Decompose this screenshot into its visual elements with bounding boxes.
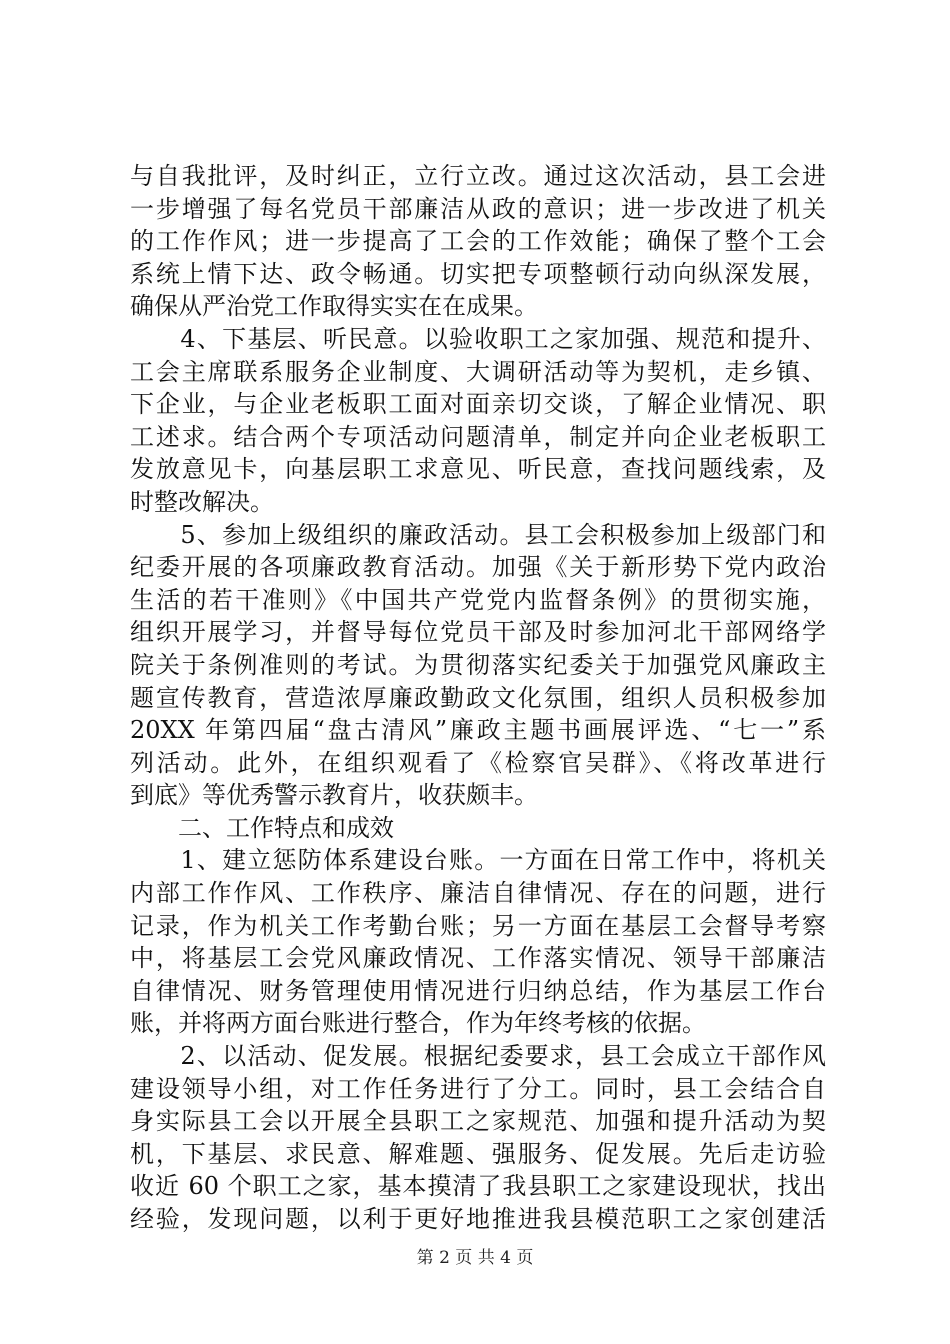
text-line: 账，并将两方面台账进行整合，作为年终考核的依据。 [130, 1009, 706, 1038]
text-line: 组织开展学习，并督导每位党员干部及时参加河北干部网络学 [130, 618, 826, 647]
text-line: 20XX 年第四届“盘古清风”廉政主题书画展评选、“七一”系 [130, 716, 826, 745]
text-line: 4、下基层、听民意。以验收职工之家加强、规范和提升、 [130, 324, 826, 353]
text-line: 发放意见卡，向基层职工求意见、听民意，查找问题线索，及 [130, 455, 826, 484]
text-line: 工述求。结合两个专项活动问题清单，制定并向企业老板职工 [130, 422, 826, 451]
text-line: 内部工作作风、工作秩序、廉洁自律情况、存在的问题，进行 [130, 879, 826, 908]
text-line: 收近 60 个职工之家，基本摸清了我县职工之家建设现状，找出 [130, 1172, 826, 1201]
text-line: 建设领导小组，对工作任务进行了分工。同时，县工会结合自 [130, 1074, 826, 1103]
section-heading: 二、工作特点和成效 [130, 813, 394, 842]
text-line: 到底》等优秀警示教育片，收获颇丰。 [130, 781, 538, 810]
text-line: 记录，作为机关工作考勤台账；另一方面在基层工会督导考察 [130, 911, 826, 940]
text-line: 生活的若干准则》《中国共产党党内监督条例》的贯彻实施， [130, 585, 826, 614]
text-line: 中，将基层工会党风廉政情况、工作落实情况、领导干部廉洁 [130, 944, 826, 973]
page-number-footer: 第 2 页 共 4 页 [416, 1248, 534, 1268]
document-body [130, 160, 826, 1236]
text-line: 列活动。此外，在组织观看了《检察官吴群》、《将改革进行 [130, 748, 826, 777]
text-line: 1、建立惩防体系建设台账。一方面在日常工作中，将机关 [130, 846, 826, 875]
text-line: 一步增强了每名党员干部廉洁从政的意识；进一步改进了机关 [130, 194, 826, 223]
text-line: 工会主席联系服务企业制度、大调研活动等为契机，走乡镇、 [130, 357, 826, 386]
text-line: 2、以活动、促发展。根据纪委要求，县工会成立干部作风 [130, 1042, 826, 1071]
text-line: 经验，发现问题，以利于更好地推进我县模范职工之家创建活 [130, 1205, 826, 1233]
text-line: 与自我批评，及时纠正，立行立改。通过这次活动，县工会进 [130, 162, 826, 190]
text-line: 院关于条例准则的考试。为贯彻落实纪委关于加强党风廉政主 [130, 650, 826, 679]
text-line: 5、参加上级组织的廉政活动。县工会积极参加上级部门和 [130, 520, 826, 549]
text-line: 的工作作风；进一步提高了工会的工作效能；确保了整个工会 [130, 227, 826, 256]
text-line: 身实际县工会以开展全县职工之家规范、加强和提升活动为契 [130, 1107, 826, 1136]
text-line: 系统上情下达、政令畅通。切实把专项整顿行动向纵深发展， [130, 259, 826, 288]
text-line: 自律情况、财务管理使用情况进行归纳总结，作为基层工作台 [130, 976, 826, 1005]
text-line: 确保从严治党工作取得实实在在成果。 [130, 292, 538, 321]
text-line: 机，下基层、求民意、解难题、强服务、促发展。先后走访验 [130, 1139, 826, 1168]
text-line: 下企业，与企业老板职工面对面亲切交谈，了解企业情况、职 [130, 390, 826, 419]
text-line: 题宣传教育，营造浓厚廉政勤政文化氛围，组织人员积极参加 [130, 683, 826, 712]
text-line: 纪委开展的各项廉政教育活动。加强《关于新形势下党内政治 [130, 553, 826, 582]
text-line: 时整改解决。 [130, 487, 274, 516]
